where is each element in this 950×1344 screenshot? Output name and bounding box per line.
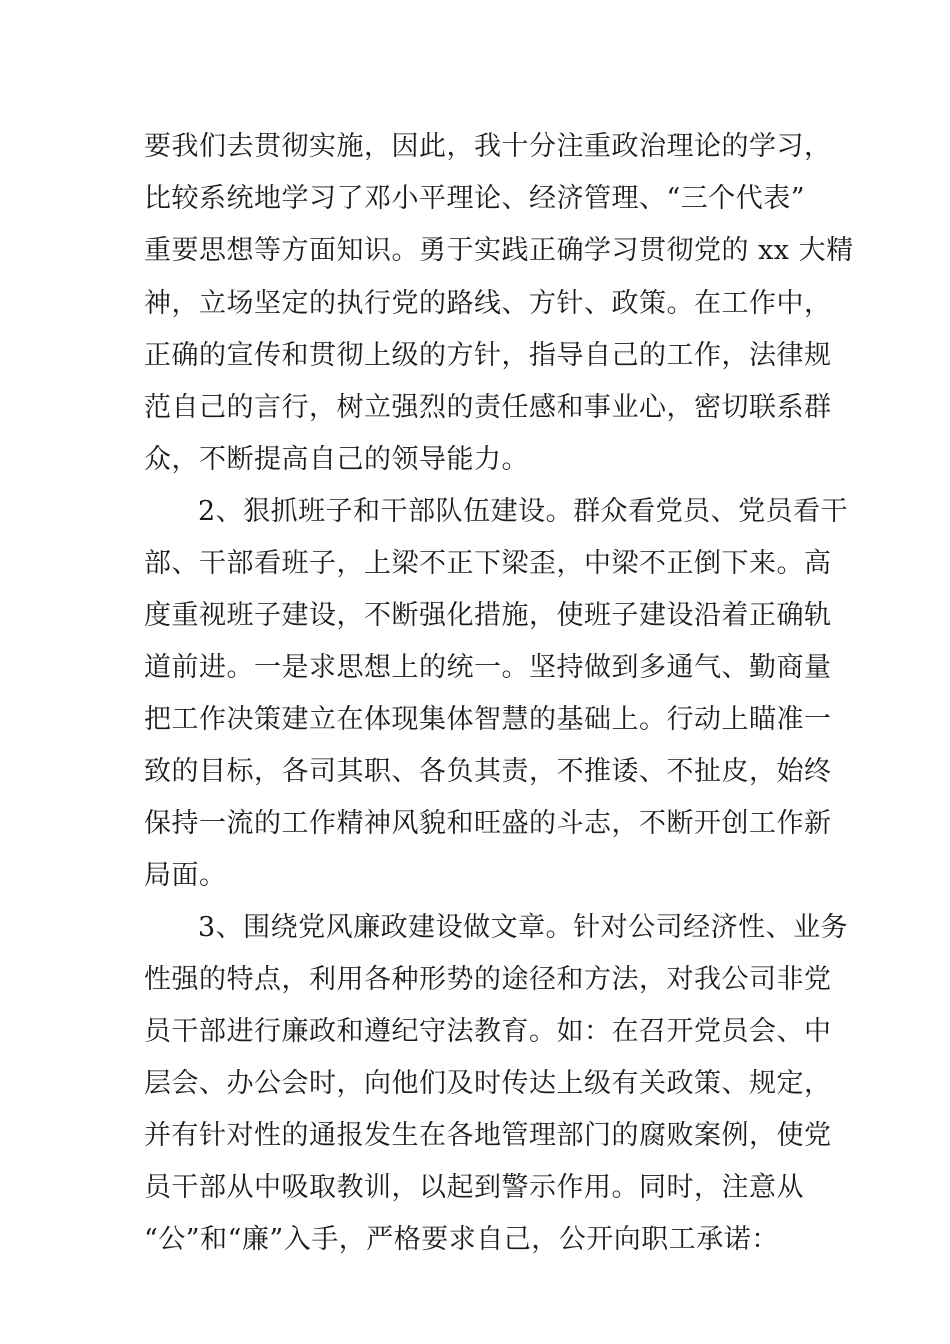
text-line: 部、干部看班子，上梁不正下梁歪，中梁不正倒下来。高 — [144, 548, 832, 579]
text-line: 正确的宣传和贯彻上级的方针，指导自己的工作，法律规 — [144, 340, 832, 371]
text-line: 并有针对性的通报发生在各地管理部门的腐败案例，使党 — [144, 1120, 832, 1151]
paragraph-start-line: 3、围绕党风廉政建设做文章。针对公司经济性、业务 — [198, 912, 849, 943]
paragraph-start-line: 2、狠抓班子和干部队伍建设。群众看党员、党员看干 — [198, 496, 849, 527]
text-line: 道前进。一是求思想上的统一。坚持做到多通气、勤商量 — [144, 652, 832, 683]
text-line: 众，不断提高自己的领导能力。 — [144, 444, 529, 475]
text-line: 员干部从中吸取教训，以起到警示作用。同时，注意从 — [144, 1172, 804, 1203]
text-line: 要我们去贯彻实施，因此，我十分注重政治理论的学习， — [144, 131, 832, 162]
text-line: 把工作决策建立在体现集体智慧的基础上。行动上瞄准一 — [144, 704, 832, 735]
text-line: 致的目标，各司其职、各负其责，不推诿、不扯皮，始终 — [144, 756, 832, 787]
text-line: 重要思想等方面知识。勇于实践正确学习贯彻党的 xx 大精 — [144, 235, 854, 266]
text-line: 神，立场坚定的执行党的路线、方针、政策。在工作中， — [144, 288, 832, 319]
text-line: 局面。 — [144, 860, 227, 891]
text-line: “公”和“廉”入手，严格要求自己，公开向职工承诺： — [144, 1224, 779, 1255]
text-line: 度重视班子建设，不断强化措施，使班子建设沿着正确轨 — [144, 600, 832, 631]
text-line: 保持一流的工作精神风貌和旺盛的斗志，不断开创工作新 — [144, 808, 832, 839]
text-line: 比较系统地学习了邓小平理论、经济管理、“三个代表” — [144, 183, 806, 214]
text-line: 员干部进行廉政和遵纪守法教育。如：在召开党员会、中 — [144, 1016, 832, 1047]
text-line: 范自己的言行，树立强烈的责任感和事业心，密切联系群 — [144, 392, 832, 423]
text-line: 性强的特点，利用各种形势的途径和方法，对我公司非党 — [144, 964, 832, 995]
text-line: 层会、办公会时，向他们及时传达上级有关政策、规定， — [144, 1068, 832, 1099]
